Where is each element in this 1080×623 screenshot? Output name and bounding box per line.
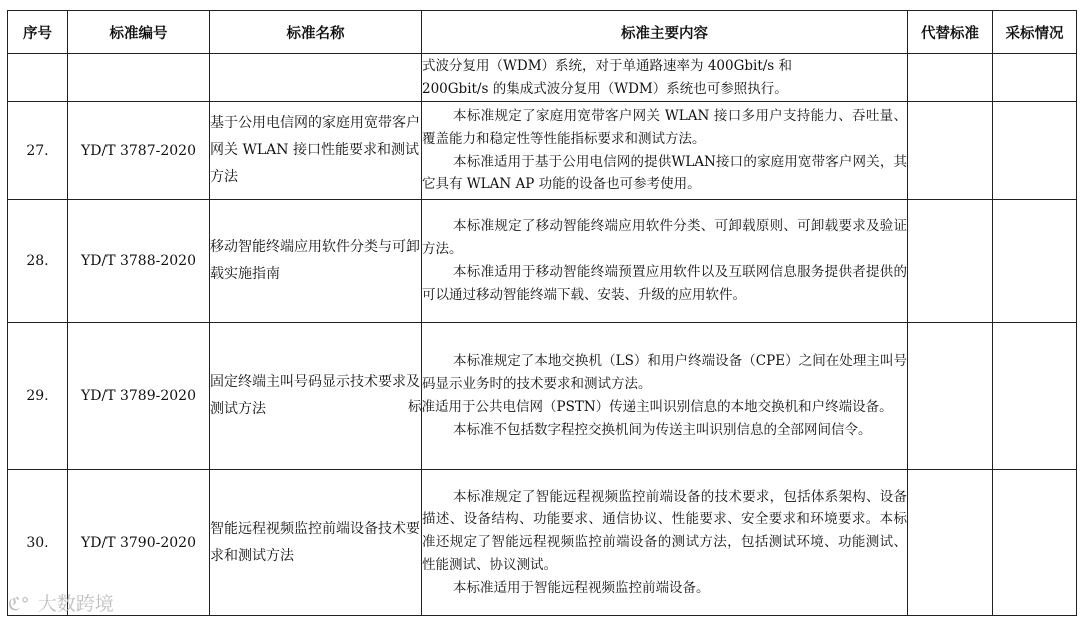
content-line: 式波分复用（WDM）系统，对于单通路速率为 400Gbit/s 和 (422, 57, 793, 74)
header-row (8, 11, 1077, 54)
cell-empty (210, 54, 422, 102)
cell-empty (8, 54, 68, 102)
brand-logo-icon: ℭ° (8, 594, 30, 615)
header-adopt: 采标情况 (993, 11, 1077, 54)
content-paragraph: 本标准规定了本地交换机（LS）和用户终端设备（CPE）之间在处理主叫号码显示业务时的技术要求和测试方法。 (422, 353, 907, 393)
code-cell: YD/T 3788-2020 (68, 200, 210, 323)
adopt-cell (993, 323, 1077, 470)
watermark (8, 589, 114, 616)
header-name: 标准名称 (210, 11, 422, 54)
replace-cell (908, 200, 993, 323)
seq-cell: 30. (8, 470, 68, 616)
adopt-cell (993, 470, 1077, 616)
table-row (8, 470, 1077, 616)
name-cell: 固定终端主叫号码显示技术要求及测试方法 (210, 323, 422, 470)
content-cell (422, 102, 908, 200)
replace-cell (908, 102, 993, 200)
content-paragraph: 本标准不包括数字程控交换机间为传送主叫识别信息的全部网间信令。 (453, 421, 872, 438)
content-paragraph: 本标准适用于智能远程视频监控前端设备。 (453, 579, 710, 596)
replace-cell (908, 54, 993, 102)
code-cell: YD/T 3790-2020 (68, 470, 210, 616)
cell-empty (68, 54, 210, 102)
header-content: 标准主要内容 (422, 11, 908, 54)
table-row (8, 102, 1077, 200)
name-cell: 基于公用电信网的家庭用宽带客户网关 WLAN 接口性能要求和测试方法 (210, 102, 422, 200)
adopt-cell (993, 54, 1077, 102)
content-cell (408, 323, 908, 470)
header-seq: 序号 (8, 11, 68, 54)
content-paragraph: 本标准规定了移动智能终端应用软件分类、可卸载原则、可卸载要求及验证方法。 (422, 218, 907, 258)
content-paragraph: 本标准适用于移动智能终端预置应用软件以及互联网信息服务提供者提供的可以通过移动智能终端下载、安装、升级的应用软件。 (422, 264, 907, 303)
name-cell: 移动智能终端应用软件分类与可卸载实施指南 (210, 200, 422, 323)
content-cell (422, 200, 908, 323)
content-cell (422, 470, 908, 616)
replace-cell (908, 323, 993, 470)
table-row-continuation (8, 54, 1077, 102)
standards-table (7, 10, 1077, 616)
table-row (8, 323, 1077, 470)
code-cell: YD/T 3787-2020 (68, 102, 210, 200)
name-cell: 智能远程视频监控前端设备技术要求和测试方法 (210, 470, 422, 616)
adopt-cell (993, 102, 1077, 200)
content-paragraph: 标准适用于公共电信网（PSTN）传递主叫识别信息的本地交换机和户终端设备。 (408, 399, 893, 415)
header-code: 标准编号 (68, 11, 210, 54)
content-line: 200Gbit/s 的集成式波分复用（WDM）系统也可参照执行。 (422, 80, 788, 97)
content-cell (422, 54, 908, 102)
content-paragraph: 本标准适用于基于公用电信网的提供WLAN接口的家庭用宽带客户网关，其它具有 WLAN AP 功能的设备也可参考使用。 (422, 153, 907, 193)
seq-cell: 28. (8, 200, 68, 323)
code-cell: YD/T 3789-2020 (68, 323, 210, 470)
replace-cell (908, 470, 993, 616)
content-paragraph: 本标准规定了家庭用宽带客户网关 WLAN 接口多用户支持能力、吞吐量、覆盖能力和稳定性等性能指标要求和测试方法。 (422, 107, 907, 147)
watermark-text: 大数跨境 (37, 593, 114, 615)
seq-cell: 29. (8, 323, 68, 470)
seq-cell: 27. (8, 102, 68, 200)
adopt-cell (993, 200, 1077, 323)
content-paragraph: 本标准规定了智能远程视频监控前端设备的技术要求，包括体系架构、设备描述、设备结构、功能要求、通信协议、性能要求、安全要求和环境要求。本标准还规定了智能远程视频监控前端设备的测试方法，包括测试环境、功能测试、性能测试、协议测试。 (422, 488, 907, 573)
table-row (8, 200, 1077, 323)
header-replace: 代替标准 (908, 11, 993, 54)
